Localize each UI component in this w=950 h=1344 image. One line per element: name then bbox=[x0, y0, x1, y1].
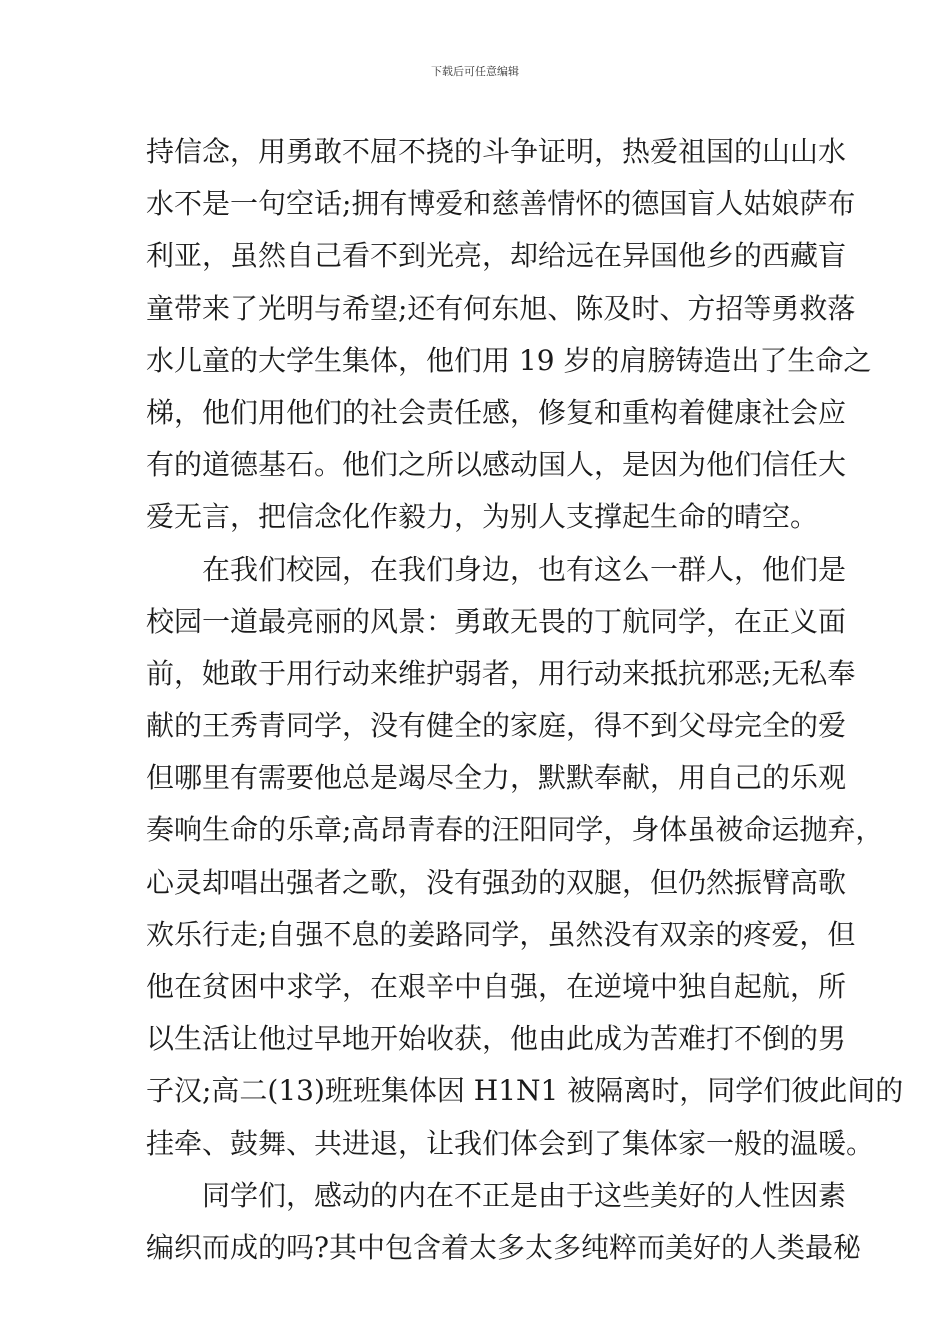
text-line: 奏响生命的乐章;高昂青春的汪阳同学，身体虽被命运抛弃， bbox=[146, 813, 884, 847]
text-line: 水不是一句空话;拥有博爱和慈善情怀的德国盲人姑娘萨布 bbox=[146, 187, 856, 221]
text-line: 欢乐行走;自强不息的姜路同学，虽然没有双亲的疼爱，但 bbox=[146, 917, 856, 951]
text-line: 持信念，用勇敢不屈不挠的斗争证明，热爱祖国的山山水 bbox=[146, 135, 847, 168]
text-line: 编织而成的吗?其中包含着太多太多纯粹而美好的人类最秘 bbox=[146, 1230, 862, 1264]
text-line: 利亚，虽然自己看不到光亮，却给远在异国他乡的西藏盲 bbox=[146, 239, 847, 273]
text-line: 但哪里有需要他总是竭尽全力，默默奉献，用自己的乐观 bbox=[146, 761, 847, 795]
paragraph-start-line: 同学们，感动的内在不正是由于这些美好的人性因素 bbox=[202, 1178, 847, 1212]
text-line: 子汉;高二(13)班班集体因 H1N1 被隔离时，同学们彼此间的 bbox=[146, 1074, 904, 1108]
text-line: 爱无言，把信念化作毅力，为别人支撑起生命的晴空。 bbox=[146, 500, 819, 534]
text-line: 以生活让他过早地开始收获，他由此成为苦难打不倒的男 bbox=[146, 1022, 847, 1056]
text-line: 有的道德基石。他们之所以感动国人，是因为他们信任大 bbox=[146, 448, 847, 482]
document-body bbox=[146, 126, 904, 1274]
text-line: 他在贫困中求学，在艰辛中自强，在逆境中独自起航，所 bbox=[146, 970, 847, 1003]
text-line: 前，她敢于用行动来维护弱者，用行动来抵抗邪恶;无私奉 bbox=[146, 656, 856, 690]
text-line: 童带来了光明与希望;还有何东旭、陈及时、方招等勇救落 bbox=[146, 291, 856, 325]
text-line: 挂牵、鼓舞、共进退，让我们体会到了集体家一般的温暖。 bbox=[146, 1126, 875, 1160]
text-line: 校园一道最亮丽的风景：勇敢无畏的丁航同学，在正义面 bbox=[146, 604, 847, 638]
text-line: 梯，他们用他们的社会责任感，修复和重构着健康社会应 bbox=[146, 395, 847, 429]
text-line: 水儿童的大学生集体，他们用 19 岁的肩膀铸造出了生命之 bbox=[146, 343, 872, 377]
page-header: 下载后可任意编辑 bbox=[431, 65, 519, 78]
paragraph-start-line: 在我们校园，在我们身边，也有这么一群人，他们是 bbox=[202, 552, 847, 586]
text-line: 献的王秀青同学，没有健全的家庭，得不到父母完全的爱 bbox=[146, 709, 847, 743]
text-line: 心灵却唱出强者之歌，没有强劲的双腿，但仍然振臂高歌 bbox=[146, 865, 847, 899]
